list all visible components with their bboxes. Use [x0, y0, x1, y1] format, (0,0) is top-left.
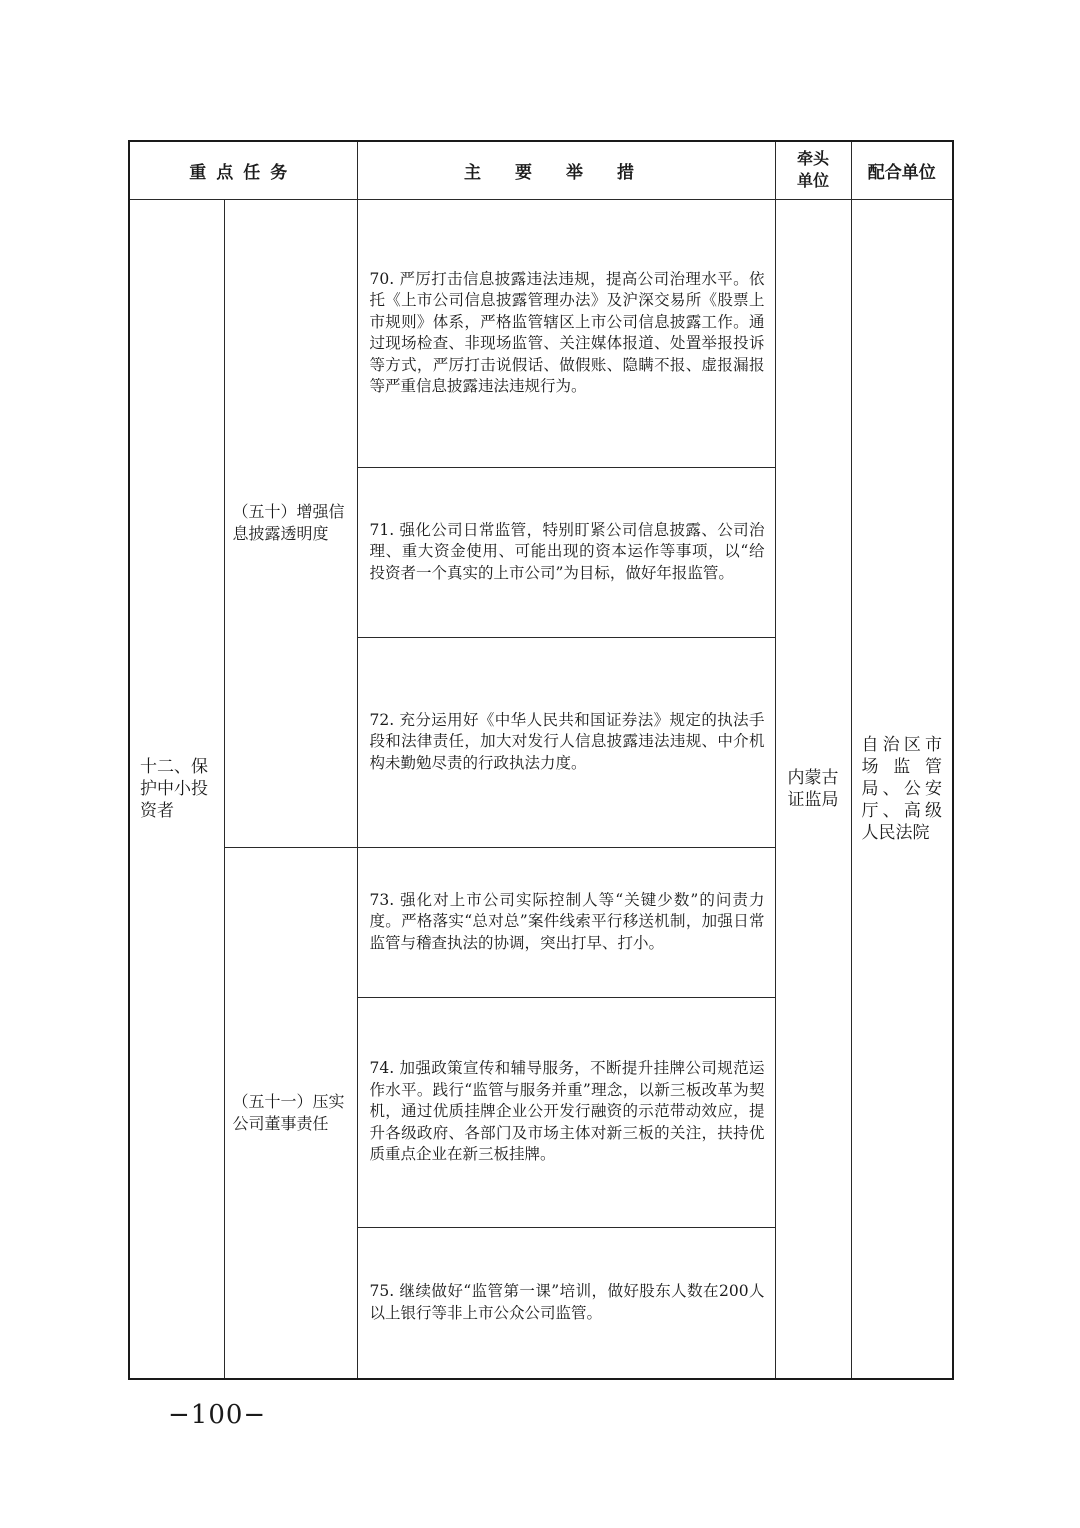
category-cell: 十二、保护中小投资者 [129, 199, 224, 1379]
measure-cell: 74. 加强政策宣传和辅导服务，不断提升挂牌公司规范运作水平。践行“监管与服务并重”理念，以新三板改革为契机，通过优质挂牌企业公开发行融资的示范带动效应，提升各级政府、各部门及市场主体对新三板的关注，扶持优质重点企业在新三板挂牌。 [357, 997, 775, 1227]
coop-units-cell: 自治区市场监管局、公安厅、高级人民法院 [851, 199, 953, 1379]
measure-cell: 72. 充分运用好《中华人民共和国证券法》规定的执法手段和法律责任，加大对发行人信息披露违法违规、中介机构未勤勉尽责的行政执法力度。 [357, 637, 775, 847]
page-number: −100− [168, 1400, 267, 1430]
header-measures: 主要举措 [357, 141, 775, 199]
measure-cell: 75. 继续做好“监管第一课”培训，做好股东人数在200人以上银行等非上市公众公司监管。 [357, 1227, 775, 1379]
task-table [128, 140, 954, 1380]
header-task: 重点任务 [129, 141, 357, 199]
measure-cell: 70. 严厉打击信息披露违法违规，提高公司治理水平。依托《上市公司信息披露管理办法》及沪深交易所《股票上市规则》体系，严格监管辖区上市公司信息披露工作。通过现场检查、非现场监管、关注媒体报道、处置举报投诉等方式，严厉打击说假话、做假账、隐瞒不报、虚报漏报等严重信息披露违法违规行为。 [357, 199, 775, 467]
lead-unit-cell: 内蒙古证监局 [775, 199, 851, 1379]
subtask-cell: （五十）增强信息披露透明度 [224, 199, 357, 847]
table-row [129, 199, 953, 467]
subtask-cell: （五十一）压实公司董事责任 [224, 847, 357, 1379]
header-lead-unit: 牵头 单位 [775, 141, 851, 199]
measure-cell: 73. 强化对上市公司实际控制人等“关键少数”的问责力度。严格落实“总对总”案件线索平行移送机制，加强日常监管与稽查执法的协调，突出打早、打小。 [357, 847, 775, 997]
measure-cell: 71. 强化公司日常监管，特别盯紧公司信息披露、公司治理、重大资金使用、可能出现的资本运作等事项，以“给投资者一个真实的上市公司”为目标，做好年报监管。 [357, 467, 775, 637]
table-header-row [129, 141, 953, 199]
header-coop-units: 配合单位 [851, 141, 953, 199]
